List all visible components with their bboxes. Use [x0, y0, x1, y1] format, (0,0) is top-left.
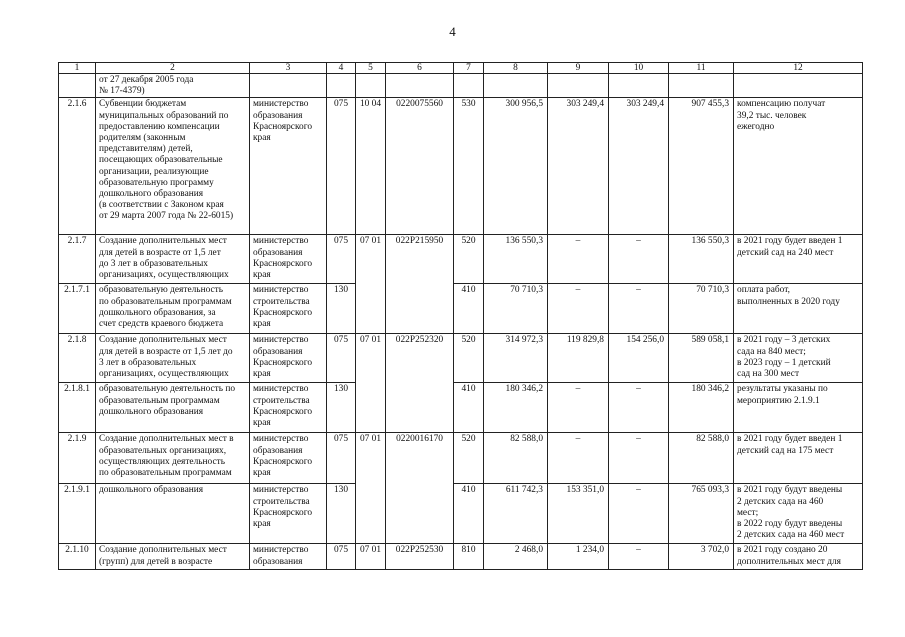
grbs-code: 130	[327, 383, 356, 433]
vr-code: 810	[454, 544, 484, 570]
amount-2023: –	[609, 544, 669, 570]
amount-2022: –	[548, 284, 609, 334]
header-cell: 8	[484, 63, 548, 74]
header-cell: 1	[59, 63, 96, 74]
amount-total: 589 058,1	[669, 334, 734, 383]
header-cell: 12	[734, 63, 863, 74]
rzpr-code: 07 01	[356, 235, 386, 334]
amount-2023: 303 249,4	[609, 98, 669, 235]
measure-name: образовательную деятельность по образовательным программам дошкольного образования	[96, 383, 250, 433]
row-number: 2.1.8.1	[59, 383, 96, 433]
amount-2022: 153 351,0	[548, 484, 609, 544]
header-cell: 7	[454, 63, 484, 74]
grbs-code: 075	[327, 433, 356, 484]
header-cell: 11	[669, 63, 734, 74]
amount-total: 82 588,0	[669, 433, 734, 484]
vr-code: 410	[454, 284, 484, 334]
row-number: 2.1.8	[59, 334, 96, 383]
vr-code: 520	[454, 334, 484, 383]
amount-2022: –	[548, 433, 609, 484]
csr-code: 022P252530	[386, 544, 454, 570]
executor: министерство образования Красноярского края	[250, 235, 327, 284]
executor: министерство образования Красноярского края	[250, 433, 327, 484]
cell	[386, 74, 454, 98]
amount-2021: 180 346,2	[484, 383, 548, 433]
executor: министерство строительства Красноярского края	[250, 484, 327, 544]
cell	[356, 74, 386, 98]
cell	[734, 74, 863, 98]
program-table	[58, 62, 863, 570]
cell	[59, 74, 96, 98]
table-row	[59, 484, 863, 544]
grbs-code: 075	[327, 544, 356, 570]
table-row	[59, 235, 863, 284]
row-number: 2.1.9.1	[59, 484, 96, 544]
row-number: 2.1.10	[59, 544, 96, 570]
table-row	[59, 74, 863, 98]
page-number: 4	[449, 24, 456, 39]
amount-2021: 82 588,0	[484, 433, 548, 484]
row-number: 2.1.6	[59, 98, 96, 235]
grbs-code: 075	[327, 235, 356, 284]
amount-total: 907 455,3	[669, 98, 734, 235]
rzpr-code: 07 01	[356, 433, 386, 544]
measure-name: Создание дополнительных мест (групп) для детей в возрасте	[96, 544, 250, 570]
amount-2023: 154 256,0	[609, 334, 669, 383]
executor: министерство образования Красноярского края	[250, 98, 327, 235]
amount-2021: 136 550,3	[484, 235, 548, 284]
vr-code: 410	[454, 484, 484, 544]
vr-code: 410	[454, 383, 484, 433]
measure-name: Субвенции бюджетам муниципальных образований по предоставлению компенсации родителям (законным представителям) детей, посещающих образовательные организации, реализующие образовательную программу дошкольного образования (в соответствии с Законом края от 29 марта 2007 года № 22-6015)	[96, 98, 250, 235]
row-number: 2.1.7	[59, 235, 96, 284]
amount-total: 136 550,3	[669, 235, 734, 284]
expected-result: в 2021 году – 3 детских сада на 840 мест; в 2023 году – 1 детский сад на 300 мест	[734, 334, 863, 383]
grbs-code: 075	[327, 334, 356, 383]
executor: министерство строительства Красноярского края	[250, 284, 327, 334]
amount-2023: –	[609, 284, 669, 334]
executor: министерство образования	[250, 544, 327, 570]
header-cell: 6	[386, 63, 454, 74]
amount-2021: 314 972,3	[484, 334, 548, 383]
expected-result: результаты указаны по мероприятию 2.1.9.1	[734, 383, 863, 433]
measure-name: дошкольного образования	[96, 484, 250, 544]
table-row	[59, 284, 863, 334]
amount-2022: –	[548, 235, 609, 284]
cell	[454, 74, 484, 98]
amount-2023: –	[609, 433, 669, 484]
measure-name: от 27 декабря 2005 года № 17-4379)	[96, 74, 250, 98]
expected-result: в 2021 году будут введены 2 детских сада на 460 мест; в 2022 году будут введены 2 детских сада на 460 мест	[734, 484, 863, 544]
executor: министерство строительства Красноярского края	[250, 383, 327, 433]
header-cell: 9	[548, 63, 609, 74]
header-cell: 2	[96, 63, 250, 74]
cell	[609, 74, 669, 98]
amount-total: 765 093,3	[669, 484, 734, 544]
amount-2022: 119 829,8	[548, 334, 609, 383]
header-cell: 10	[609, 63, 669, 74]
expected-result: в 2021 году будет введен 1 детский сад на 240 мест	[734, 235, 863, 284]
csr-code: 0220075560	[386, 98, 454, 235]
csr-code: 022P252320	[386, 334, 454, 433]
expected-result: компенсацию получат 39,2 тыс. человек ежегодно	[734, 98, 863, 235]
measure-name: Создание дополнительных мест для детей в возрасте от 1,5 лет до 3 лет в образовательных организациях, осуществляющих	[96, 235, 250, 284]
cell	[669, 74, 734, 98]
rzpr-code: 07 01	[356, 544, 386, 570]
grbs-code: 075	[327, 98, 356, 235]
amount-2021: 611 742,3	[484, 484, 548, 544]
amount-2021: 300 956,5	[484, 98, 548, 235]
measure-name: Создание дополнительных мест для детей в возрасте от 1,5 лет до 3 лет в образовательных организациях, осуществляющих	[96, 334, 250, 383]
cell	[548, 74, 609, 98]
cell	[250, 74, 327, 98]
amount-2022: –	[548, 383, 609, 433]
csr-code: 022P215950	[386, 235, 454, 334]
expected-result: оплата работ, выполненных в 2020 году	[734, 284, 863, 334]
amount-2021: 2 468,0	[484, 544, 548, 570]
header-cell: 5	[356, 63, 386, 74]
amount-total: 70 710,3	[669, 284, 734, 334]
table-row	[59, 544, 863, 570]
grbs-code: 130	[327, 484, 356, 544]
amount-2022: 1 234,0	[548, 544, 609, 570]
vr-code: 520	[454, 235, 484, 284]
cell	[484, 74, 548, 98]
expected-result: в 2021 году будет введен 1 детский сад на 175 мест	[734, 433, 863, 484]
header-row	[59, 63, 863, 74]
amount-2021: 70 710,3	[484, 284, 548, 334]
amount-2022: 303 249,4	[548, 98, 609, 235]
row-number: 2.1.7.1	[59, 284, 96, 334]
table-row	[59, 433, 863, 484]
measure-name: Создание дополнительных мест в образовательных организациях, осуществляющих деятельность по образовательным программам	[96, 433, 250, 484]
measure-name: образовательную деятельность по образовательным программам дошкольного образования, за счет средств краевого бюджета	[96, 284, 250, 334]
header-cell: 3	[250, 63, 327, 74]
expected-result: в 2021 году создано 20 дополнительных мест для	[734, 544, 863, 570]
table-row	[59, 334, 863, 383]
vr-code: 520	[454, 433, 484, 484]
cell	[327, 74, 356, 98]
table-row	[59, 383, 863, 433]
executor: министерство образования Красноярского края	[250, 334, 327, 383]
grbs-code: 130	[327, 284, 356, 334]
header-cell: 4	[327, 63, 356, 74]
vr-code: 530	[454, 98, 484, 235]
amount-2023: –	[609, 484, 669, 544]
rzpr-code: 07 01	[356, 334, 386, 433]
table-row	[59, 98, 863, 235]
amount-2023: –	[609, 383, 669, 433]
row-number: 2.1.9	[59, 433, 96, 484]
csr-code: 0220016170	[386, 433, 454, 544]
amount-2023: –	[609, 235, 669, 284]
rzpr-code: 10 04	[356, 98, 386, 235]
amount-total: 3 702,0	[669, 544, 734, 570]
amount-total: 180 346,2	[669, 383, 734, 433]
